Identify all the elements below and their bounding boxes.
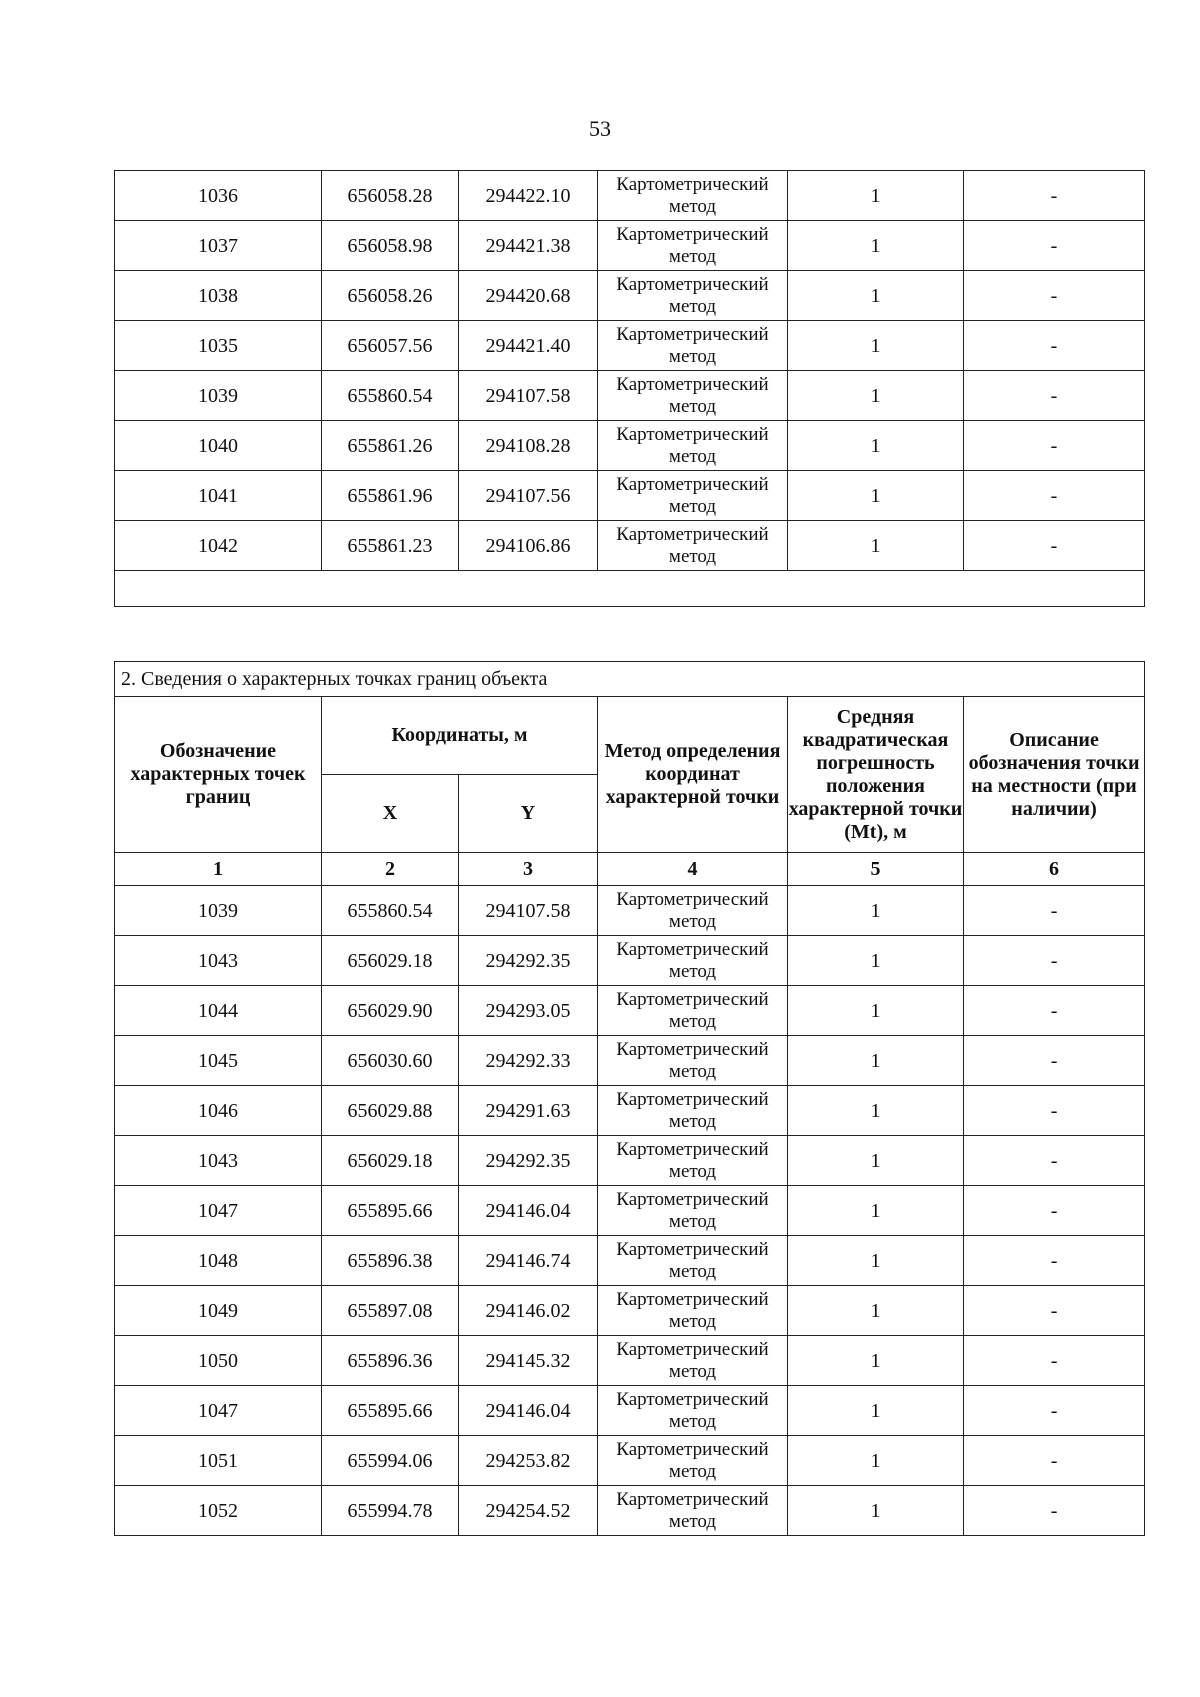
empty-cell <box>115 571 1145 607</box>
x-cell: 656058.28 <box>322 171 459 221</box>
page-number: 53 <box>589 116 611 141</box>
x-cell: 655896.36 <box>322 1336 459 1386</box>
y-cell: 294420.68 <box>459 271 598 321</box>
y-cell: 294107.56 <box>459 471 598 521</box>
y-cell: 294108.28 <box>459 421 598 471</box>
table-row <box>115 1486 1145 1536</box>
point-cell: 1040 <box>115 421 322 471</box>
mt-cell: 1 <box>788 321 964 371</box>
mt-cell: 1 <box>788 1136 964 1186</box>
method-cell: Картометрический метод <box>598 1436 788 1486</box>
mt-cell: 1 <box>788 936 964 986</box>
mt-cell: 1 <box>788 1186 964 1236</box>
mt-cell: 1 <box>788 986 964 1036</box>
y-cell: 294292.35 <box>459 1136 598 1186</box>
method-cell: Картометрический метод <box>598 1086 788 1136</box>
description-cell: - <box>964 521 1145 571</box>
table-row <box>115 271 1145 321</box>
table-caption: 2. Сведения о характерных точках границ объекта <box>115 662 1145 697</box>
method-cell: Картометрический метод <box>598 471 788 521</box>
y-cell: 294106.86 <box>459 521 598 571</box>
method-cell: Картометрический метод <box>598 1336 788 1386</box>
table-row <box>115 221 1145 271</box>
x-cell: 656029.18 <box>322 936 459 986</box>
column-number: 5 <box>788 853 964 886</box>
y-cell: 294292.35 <box>459 936 598 986</box>
empty-row <box>115 571 1145 607</box>
y-cell: 294421.40 <box>459 321 598 371</box>
method-cell: Картометрический метод <box>598 1236 788 1286</box>
description-cell: - <box>964 886 1145 936</box>
point-cell: 1045 <box>115 1036 322 1086</box>
point-cell: 1037 <box>115 221 322 271</box>
point-cell: 1050 <box>115 1336 322 1386</box>
description-cell: - <box>964 1236 1145 1286</box>
y-cell: 294293.05 <box>459 986 598 1036</box>
method-cell: Картометрический метод <box>598 1286 788 1336</box>
description-cell: - <box>964 936 1145 986</box>
description-cell: - <box>964 1486 1145 1536</box>
table-row <box>115 371 1145 421</box>
point-cell: 1049 <box>115 1286 322 1336</box>
y-cell: 294421.38 <box>459 221 598 271</box>
mt-cell: 1 <box>788 171 964 221</box>
x-cell: 656029.90 <box>322 986 459 1036</box>
table-row <box>115 171 1145 221</box>
x-cell: 656030.60 <box>322 1036 459 1086</box>
y-cell: 294107.58 <box>459 886 598 936</box>
point-cell: 1041 <box>115 471 322 521</box>
mt-cell: 1 <box>788 886 964 936</box>
table-row <box>115 886 1145 936</box>
description-cell: - <box>964 1086 1145 1136</box>
x-cell: 655994.78 <box>322 1486 459 1536</box>
point-cell: 1051 <box>115 1436 322 1486</box>
y-cell: 294146.04 <box>459 1386 598 1436</box>
y-cell: 294254.52 <box>459 1486 598 1536</box>
point-cell: 1047 <box>115 1186 322 1236</box>
description-cell: - <box>964 221 1145 271</box>
mt-cell: 1 <box>788 1486 964 1536</box>
mt-cell: 1 <box>788 1336 964 1386</box>
y-cell: 294292.33 <box>459 1036 598 1086</box>
header-mt: Средняя квадратическая погрешность положения характерной точки (Mt), м <box>788 697 964 853</box>
column-number-row <box>115 853 1145 886</box>
method-cell: Картометрический метод <box>598 936 788 986</box>
table-row <box>115 1286 1145 1336</box>
y-cell: 294146.74 <box>459 1236 598 1286</box>
mt-cell: 1 <box>788 1386 964 1436</box>
table-row <box>115 1136 1145 1186</box>
table1-body <box>115 171 1145 571</box>
table-row <box>115 1086 1145 1136</box>
point-cell: 1044 <box>115 986 322 1036</box>
description-cell: - <box>964 1286 1145 1336</box>
mt-cell: 1 <box>788 371 964 421</box>
mt-cell: 1 <box>788 1236 964 1286</box>
table-row <box>115 986 1145 1036</box>
point-cell: 1039 <box>115 371 322 421</box>
table-row <box>115 421 1145 471</box>
point-cell: 1042 <box>115 521 322 571</box>
point-cell: 1047 <box>115 1386 322 1436</box>
description-cell: - <box>964 1186 1145 1236</box>
x-cell: 655860.54 <box>322 886 459 936</box>
mt-cell: 1 <box>788 221 964 271</box>
description-cell: - <box>964 1036 1145 1086</box>
method-cell: Картометрический метод <box>598 1186 788 1236</box>
table2-body <box>115 886 1145 1536</box>
method-cell: Картометрический метод <box>598 221 788 271</box>
x-cell: 655861.26 <box>322 421 459 471</box>
x-cell: 656058.26 <box>322 271 459 321</box>
description-cell: - <box>964 471 1145 521</box>
header-x: X <box>322 775 459 853</box>
column-number: 4 <box>598 853 788 886</box>
column-number: 1 <box>115 853 322 886</box>
x-cell: 656029.88 <box>322 1086 459 1136</box>
x-cell: 655895.66 <box>322 1386 459 1436</box>
point-cell: 1035 <box>115 321 322 371</box>
mt-cell: 1 <box>788 471 964 521</box>
method-cell: Картометрический метод <box>598 271 788 321</box>
method-cell: Картометрический метод <box>598 171 788 221</box>
method-cell: Картометрический метод <box>598 1486 788 1536</box>
header-coordinates: Координаты, м <box>322 697 598 775</box>
header-point: Обозначение характерных точек границ <box>115 697 322 853</box>
table-row <box>115 521 1145 571</box>
mt-cell: 1 <box>788 1436 964 1486</box>
method-cell: Картометрический метод <box>598 521 788 571</box>
y-cell: 294145.32 <box>459 1336 598 1386</box>
x-cell: 655861.96 <box>322 471 459 521</box>
description-cell: - <box>964 171 1145 221</box>
y-cell: 294291.63 <box>459 1086 598 1136</box>
point-cell: 1046 <box>115 1086 322 1136</box>
description-cell: - <box>964 1436 1145 1486</box>
mt-cell: 1 <box>788 271 964 321</box>
y-cell: 294146.04 <box>459 1186 598 1236</box>
table-row <box>115 1336 1145 1386</box>
x-cell: 655861.23 <box>322 521 459 571</box>
description-cell: - <box>964 271 1145 321</box>
table-row <box>115 1386 1145 1436</box>
method-cell: Картометрический метод <box>598 1386 788 1436</box>
x-cell: 655896.38 <box>322 1236 459 1286</box>
method-cell: Картометрический метод <box>598 986 788 1036</box>
x-cell: 655994.06 <box>322 1436 459 1486</box>
point-cell: 1052 <box>115 1486 322 1536</box>
method-cell: Картометрический метод <box>598 1036 788 1086</box>
method-cell: Картометрический метод <box>598 886 788 936</box>
x-cell: 656029.18 <box>322 1136 459 1186</box>
point-cell: 1048 <box>115 1236 322 1286</box>
method-cell: Картометрический метод <box>598 371 788 421</box>
x-cell: 655897.08 <box>322 1286 459 1336</box>
x-cell: 656057.56 <box>322 321 459 371</box>
header-description: Описание обозначения точки на местности (при наличии) <box>964 697 1145 853</box>
table-row <box>115 1436 1145 1486</box>
header-method: Метод определения координат характерной точки <box>598 697 788 853</box>
table-row <box>115 471 1145 521</box>
x-cell: 655860.54 <box>322 371 459 421</box>
y-cell: 294422.10 <box>459 171 598 221</box>
description-cell: - <box>964 1136 1145 1186</box>
method-cell: Картометрический метод <box>598 321 788 371</box>
point-cell: 1043 <box>115 1136 322 1186</box>
table-row <box>115 1236 1145 1286</box>
mt-cell: 1 <box>788 1086 964 1136</box>
table-row <box>115 1186 1145 1236</box>
header-y: Y <box>459 775 598 853</box>
y-cell: 294107.58 <box>459 371 598 421</box>
table-row <box>115 321 1145 371</box>
description-cell: - <box>964 986 1145 1036</box>
mt-cell: 1 <box>788 521 964 571</box>
column-number: 2 <box>322 853 459 886</box>
point-cell: 1038 <box>115 271 322 321</box>
boundary-points-table-continued <box>114 170 1145 607</box>
column-number: 3 <box>459 853 598 886</box>
mt-cell: 1 <box>788 1286 964 1336</box>
point-cell: 1036 <box>115 171 322 221</box>
mt-cell: 1 <box>788 1036 964 1086</box>
boundary-points-table <box>114 661 1145 1536</box>
description-cell: - <box>964 1386 1145 1436</box>
column-number: 6 <box>964 853 1145 886</box>
y-cell: 294253.82 <box>459 1436 598 1486</box>
mt-cell: 1 <box>788 421 964 471</box>
y-cell: 294146.02 <box>459 1286 598 1336</box>
description-cell: - <box>964 321 1145 371</box>
method-cell: Картометрический метод <box>598 421 788 471</box>
x-cell: 656058.98 <box>322 221 459 271</box>
point-cell: 1039 <box>115 886 322 936</box>
table-row <box>115 936 1145 986</box>
description-cell: - <box>964 1336 1145 1386</box>
table-row <box>115 1036 1145 1086</box>
x-cell: 655895.66 <box>322 1186 459 1236</box>
point-cell: 1043 <box>115 936 322 986</box>
description-cell: - <box>964 371 1145 421</box>
method-cell: Картометрический метод <box>598 1136 788 1186</box>
description-cell: - <box>964 421 1145 471</box>
